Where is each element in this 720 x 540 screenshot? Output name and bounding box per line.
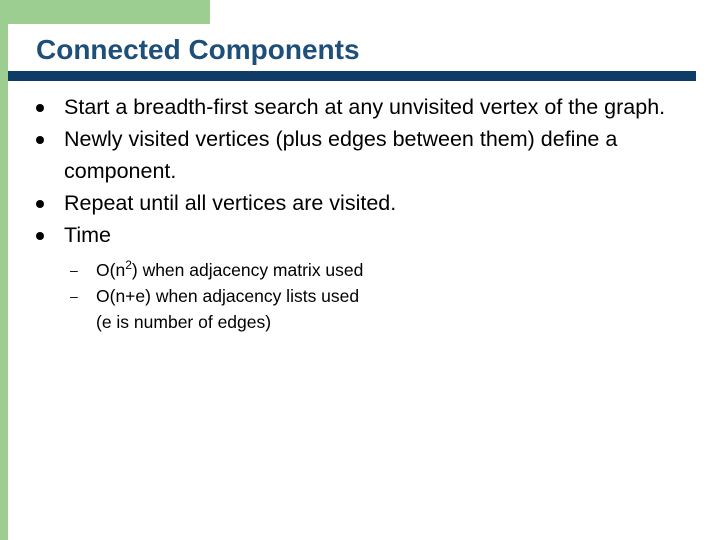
bullet-dot-icon: [36, 136, 44, 144]
top-accent-tab: [0, 0, 210, 24]
bullet-item: [36, 91, 686, 123]
sub-bullet-item: [64, 257, 686, 283]
sub-bullet-prefix: O(n: [96, 260, 126, 280]
title-rule: [8, 71, 696, 81]
dash-icon: –: [70, 288, 78, 304]
superscript: 2: [125, 258, 132, 273]
left-accent-strip: [0, 0, 8, 540]
dash-icon: –: [70, 262, 78, 278]
bullet-dot-icon: [36, 200, 44, 208]
bullet-item: [36, 219, 686, 335]
bullet-item: [36, 187, 686, 219]
sub-bullet-line: (e is number of edges): [96, 312, 272, 332]
bullet-dot-icon: [36, 104, 44, 112]
bullet-text: Repeat until all vertices are visited.: [64, 191, 397, 215]
bullet-list: [36, 91, 686, 335]
bullet-item: [36, 123, 686, 187]
sub-bullet-item: [64, 283, 686, 335]
bullet-dot-icon: [36, 232, 44, 240]
bullet-text: Time: [64, 223, 111, 247]
sub-bullet-list: [64, 257, 686, 335]
bullet-text: Newly visited vertices (plus edges between them) define a component.: [64, 127, 618, 183]
sub-bullet-line: O(n+e) when adjacency lists used: [96, 286, 360, 306]
sub-bullet-suffix: ) when adjacency matrix used: [131, 260, 364, 280]
bullet-text: Start a breadth-first search at any unvisited vertex of the graph.: [64, 95, 666, 119]
slide-title: Connected Components: [36, 34, 360, 65]
